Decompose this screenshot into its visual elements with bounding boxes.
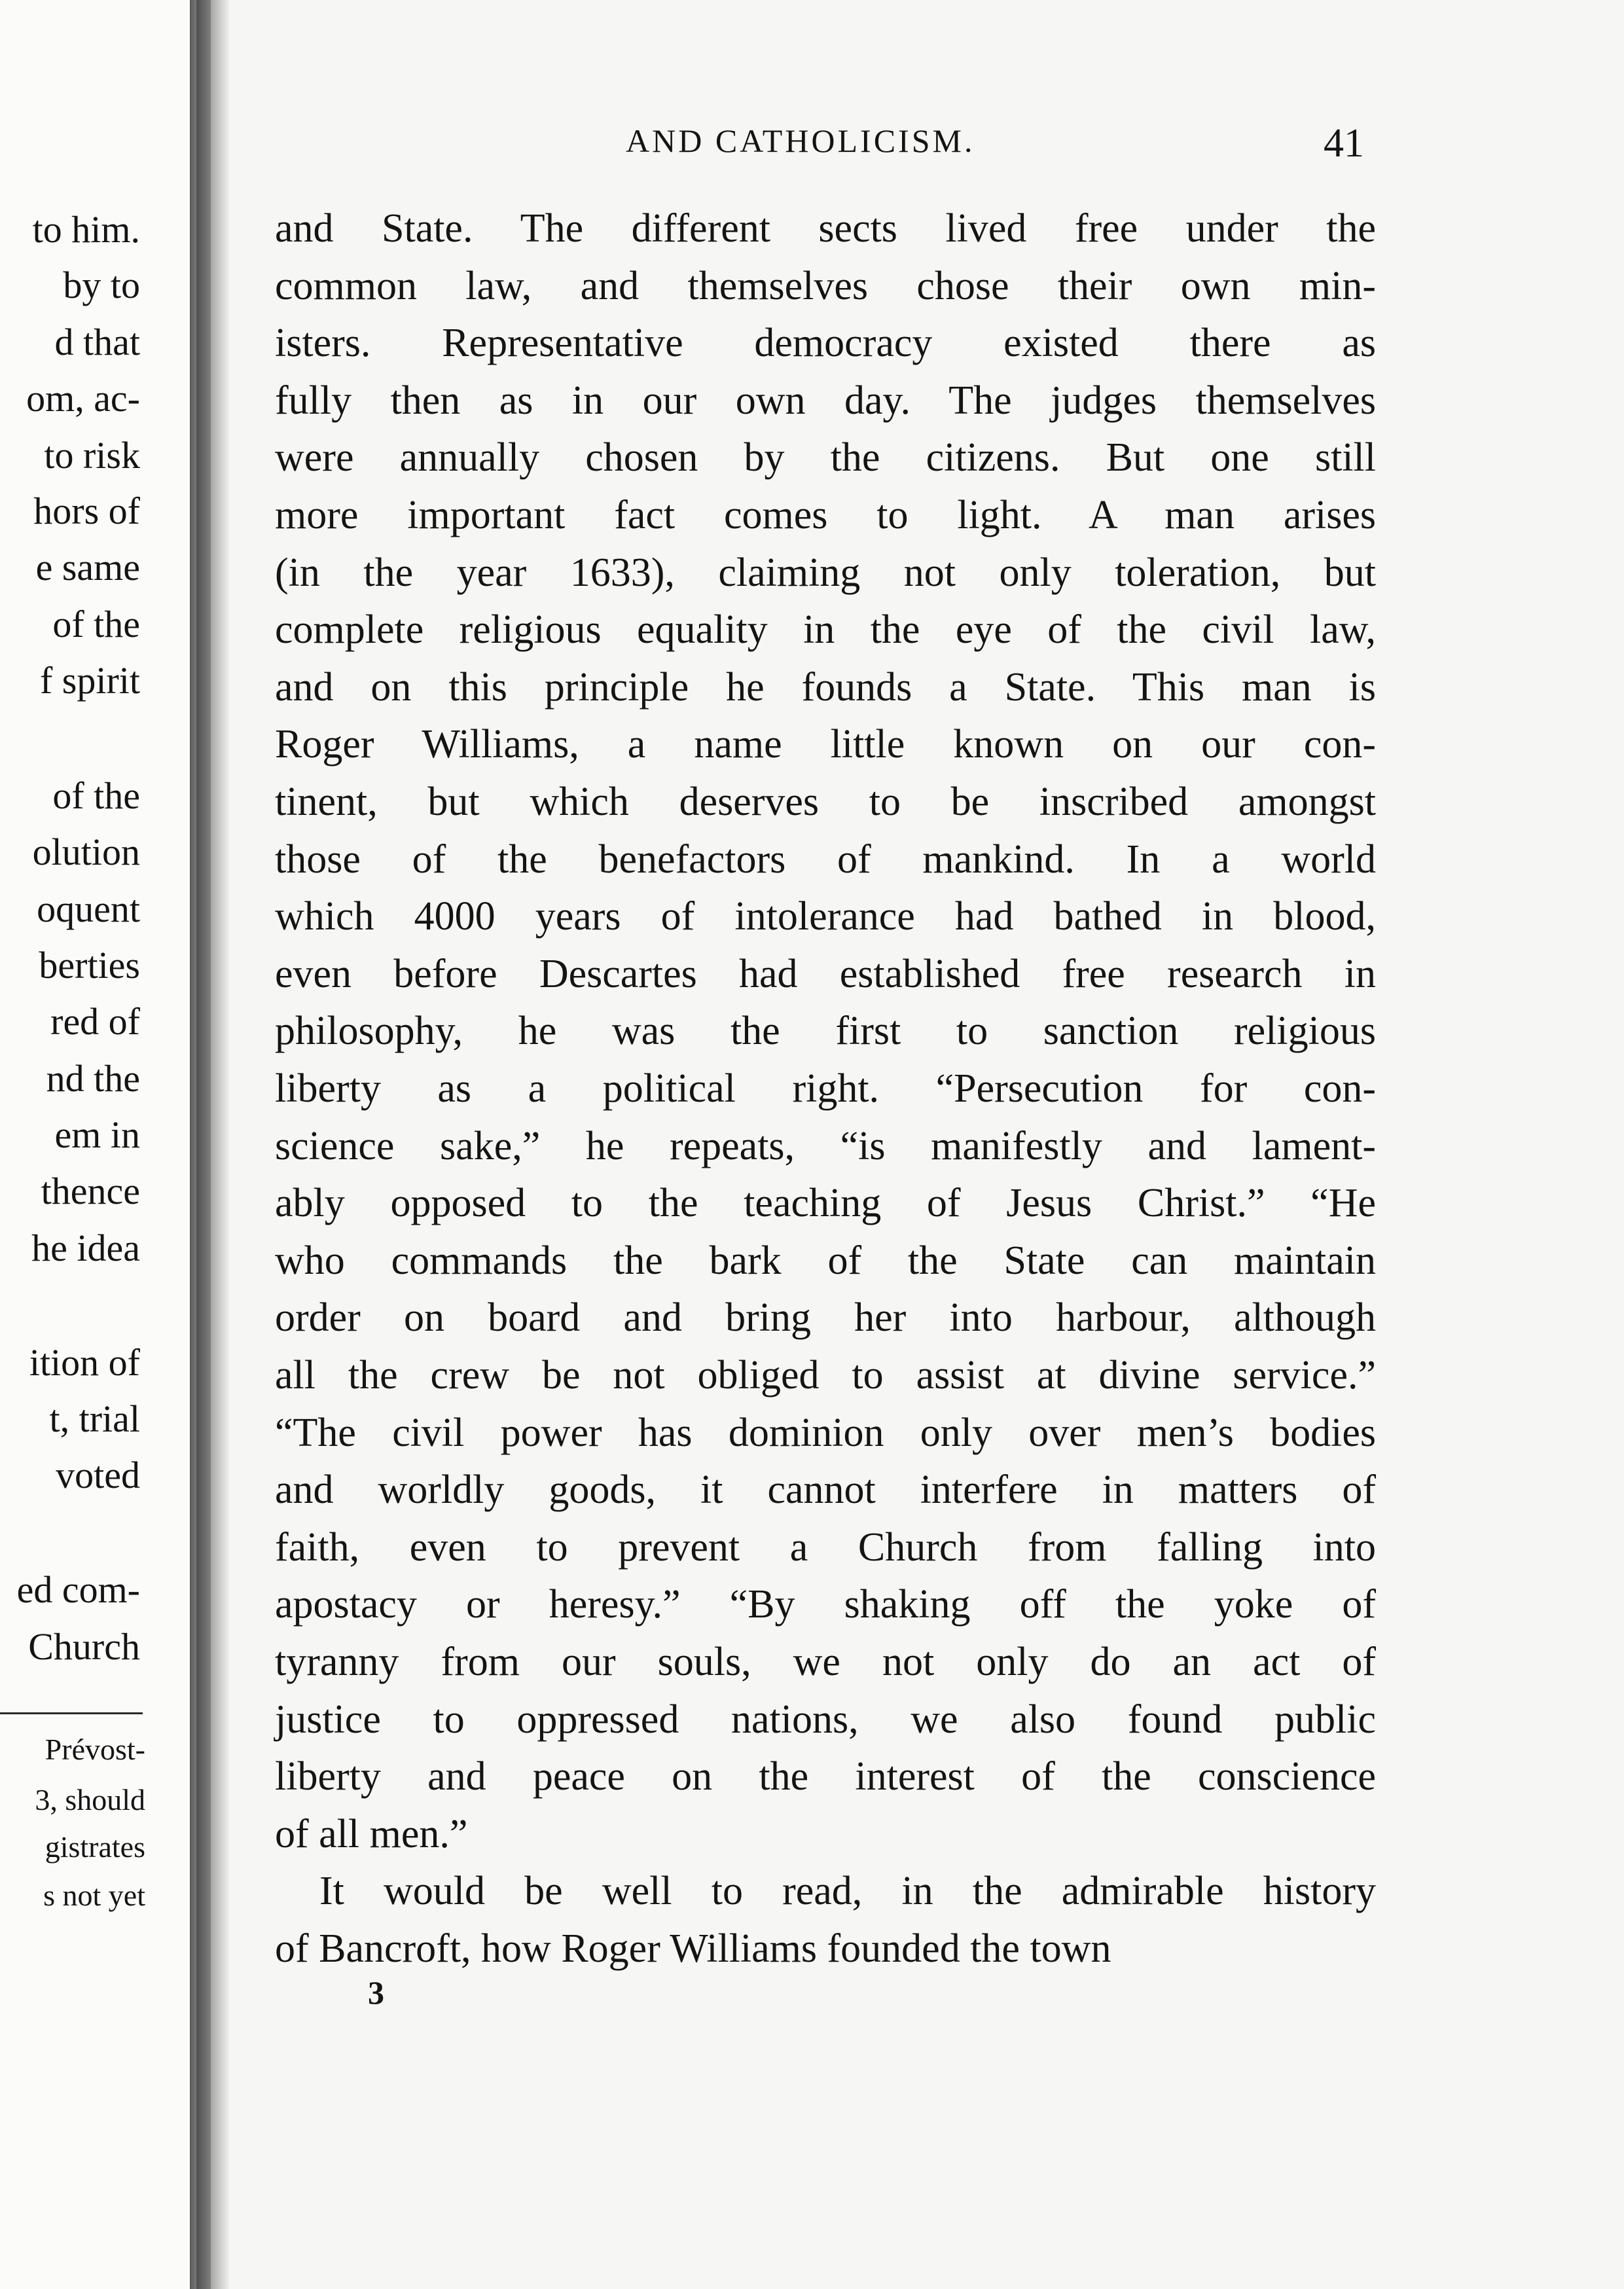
facing-page-fragment: by to <box>63 264 140 306</box>
body-line: It would be well to read, in the admirable history <box>319 1869 1376 1913</box>
facing-page-fragment: he idea <box>31 1227 140 1269</box>
facing-page-fragment: e same <box>35 546 140 588</box>
body-line: and on this principle he founds a State. This man is <box>275 665 1376 710</box>
body-line: were annually chosen by the citizens. But one still <box>275 435 1376 480</box>
body-line: philosophy, he was the first to sanction religious <box>275 1009 1376 1053</box>
body-line: and State. The different sects lived free under the <box>275 206 1376 251</box>
facing-page-fragment: hors of <box>33 490 140 532</box>
body-line: all the crew be not obliged to assist at divine service.” <box>275 1353 1376 1397</box>
body-line: fully then as in our own day. The judges themselves <box>275 378 1376 423</box>
body-line: and worldly goods, it cannot interfere in matters of <box>275 1468 1376 1512</box>
facing-page-footnote-fragment: gistrates <box>45 1830 145 1864</box>
facing-page-fragment: voted <box>56 1454 140 1496</box>
facing-page-footnote-fragment: Prévost- <box>45 1733 145 1766</box>
facing-page-fragment: to him. <box>32 208 140 251</box>
facing-page-fragment: ition of <box>29 1341 140 1384</box>
facing-page-fragment: to risk <box>44 434 140 477</box>
body-line: justice to oppressed nations, we also found public <box>275 1697 1376 1742</box>
facing-page-fragment: thence <box>41 1170 140 1212</box>
body-line: (in the year 1633), claiming not only toleration, but <box>275 550 1376 595</box>
body-line: which 4000 years of intolerance had bathed in blood, <box>275 894 1376 939</box>
facing-page-fragment: red of <box>50 1000 140 1043</box>
body-line: tyranny from our souls, we not only do an act of <box>275 1640 1376 1684</box>
facing-page-fragment: em in <box>54 1113 140 1156</box>
facing-page-fragment: of the <box>52 603 140 645</box>
facing-page-fragment: of the <box>52 774 140 817</box>
facing-page-footnote-fragment: s not yet <box>43 1879 145 1912</box>
footnote-rule <box>0 1712 143 1714</box>
facing-page-fragment: olution <box>32 831 140 873</box>
facing-page-fragment: om, ac- <box>26 377 140 420</box>
facing-page-fragment: t, trial <box>49 1397 140 1440</box>
body-line: of Bancroft, how Roger Williams founded the town <box>275 1926 1111 1971</box>
signature-mark: 3 <box>368 1974 384 2011</box>
body-line: liberty and peace on the interest of the conscience <box>275 1754 1376 1799</box>
gutter-shadow <box>196 0 211 2289</box>
page-number: 41 <box>1324 121 1364 166</box>
body-line: liberty as a political right. “Persecution for con- <box>275 1066 1376 1111</box>
body-line: who commands the bark of the State can maintain <box>275 1238 1376 1283</box>
facing-page-edge <box>0 0 190 2289</box>
facing-page-fragment: Church <box>28 1625 140 1668</box>
body-line: those of the benefactors of mankind. In a world <box>275 837 1376 882</box>
body-line: isters. Representative democracy existed there as <box>275 321 1376 365</box>
body-line: order on board and bring her into harbour, although <box>275 1295 1376 1340</box>
body-line: science sake,” he repeats, “is manifestly and lament- <box>275 1124 1376 1168</box>
body-line: tinent, but which deserves to be inscribed amongst <box>275 780 1376 824</box>
body-line: ably opposed to the teaching of Jesus Christ.” “He <box>275 1181 1376 1225</box>
body-line: more important fact comes to light. A man arises <box>275 493 1376 537</box>
facing-page-fragment: berties <box>39 944 140 986</box>
body-line: faith, even to prevent a Church from falling into <box>275 1525 1376 1570</box>
facing-page-fragment: ed com- <box>16 1568 140 1611</box>
facing-page-fragment: f spirit <box>39 659 140 702</box>
facing-page-fragment: oquent <box>37 888 140 930</box>
body-line: complete religious equality in the eye of the civil law, <box>275 607 1376 652</box>
facing-page-fragment: nd the <box>46 1057 140 1100</box>
facing-page-footnote-fragment: 3, should <box>35 1783 145 1816</box>
facing-page-fragment: d that <box>54 321 140 363</box>
body-line: common law, and themselves chose their own min- <box>275 264 1376 308</box>
body-line: “The civil power has dominion only over men’s bodies <box>275 1411 1376 1455</box>
body-line: of all men.” <box>275 1812 468 1856</box>
running-head: AND CATHOLICISM. <box>626 122 975 159</box>
body-line: even before Descartes had established free research in <box>275 952 1376 996</box>
body-line: apostacy or heresy.” “By shaking off the yoke of <box>275 1582 1376 1627</box>
body-line: Roger Williams, a name little known on our con- <box>275 722 1376 766</box>
